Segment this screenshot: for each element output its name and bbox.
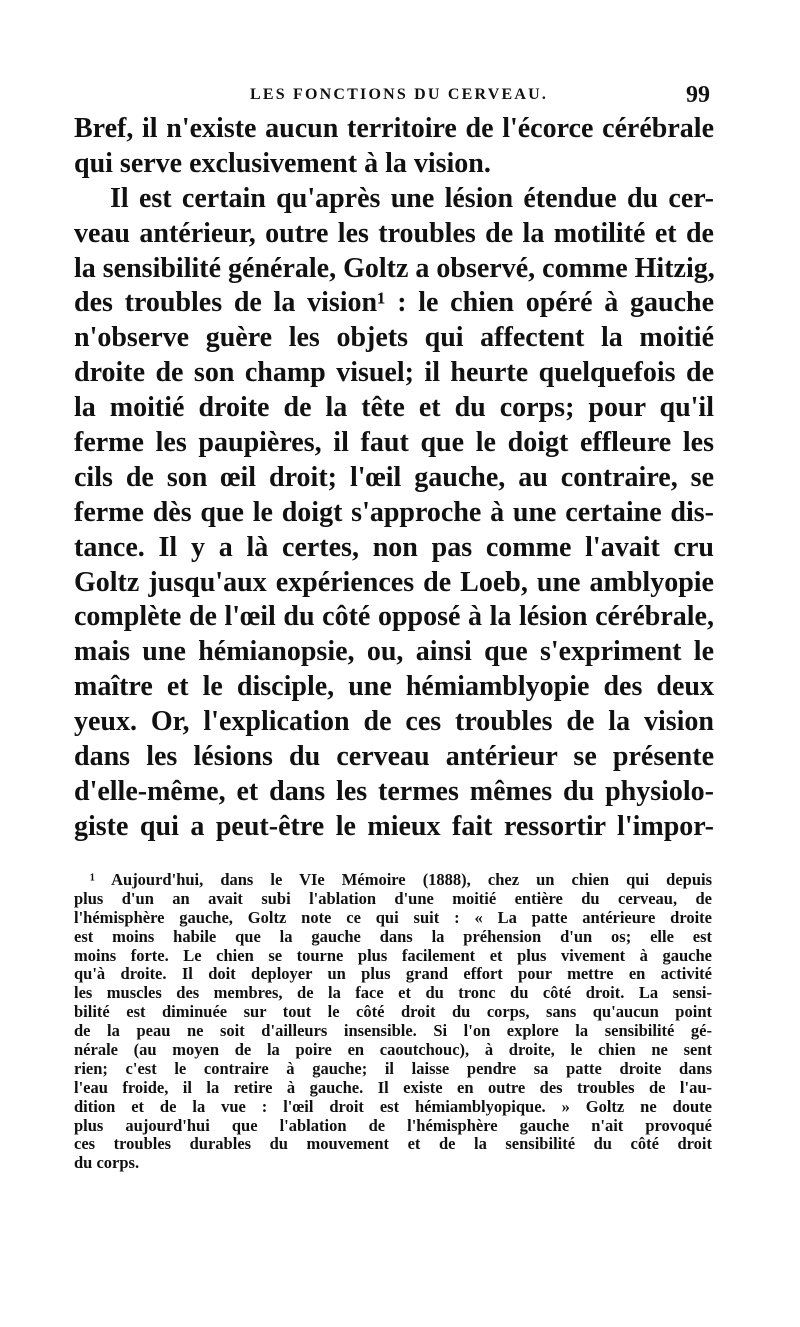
text-line: dans les lésions du cerveau antérieur se présente: [74, 741, 714, 773]
footnote-line: l'eau froide, il la retire à gauche. Il existe en outre des troubles de l'au-: [74, 1077, 712, 1097]
footnote-line: de la peau ne soit d'ailleurs insensible. Si l'on explore la sensibilité gé-: [74, 1021, 712, 1041]
text-line: ferme les paupières, il faut que le doigt effleure les: [74, 427, 714, 459]
footnote-line: plus d'un an avait subi l'ablation d'une moitié entière du cerveau, de: [74, 888, 712, 908]
text-line: tance. Il y a là certes, non pas comme l'avait cru: [74, 531, 714, 563]
text-line: veau antérieur, outre les troubles de la motilité et de: [74, 217, 714, 249]
text-line: Bref, il n'existe aucun territoire de l'écorce cérébrale: [74, 113, 714, 144]
text-line: mais une hémianopsie, ou, ainsi que s'expriment le: [74, 636, 714, 668]
footnote-line: du corps.: [74, 1153, 140, 1173]
text-line: la sensibilité générale, Goltz a observé, comme Hitzig,: [74, 252, 715, 284]
text-line: d'elle-même, et dans les termes mêmes du physiolo-: [74, 775, 714, 807]
footnote-line: les muscles des membres, de la face et du tronc du côté droit. La sensi-: [74, 983, 712, 1003]
footnote-line: nérale (au moyen de la poire en caoutchouc), à droite, le chien ne sent: [74, 1040, 712, 1060]
text-line: des troubles de la vision¹ : le chien opéré à gauche: [74, 287, 714, 319]
text-line: ferme dès que le doigt s'approche à une certaine dis-: [74, 496, 714, 528]
text-line: la moitié droite de la tête et du corps; pour qu'il: [74, 392, 714, 424]
footnote-line: est moins habile que la gauche dans la préhension d'un os; elle est: [74, 926, 712, 946]
text-line: droite de son champ visuel; il heurte quelquefois de: [74, 357, 714, 389]
page-header: [0, 82, 800, 112]
text-line: maître et le disciple, une hémiamblyopie des deux: [74, 671, 714, 703]
text-line: complète de l'œil du côté opposé à la lésion cérébrale,: [74, 601, 714, 633]
running-head: LES FONCTIONS DU CERVEAU.: [250, 86, 549, 103]
text-line: n'observe guère les objets qui affectent la moitié: [74, 322, 714, 354]
footnote-line: rien; c'est le contraire à gauche; il laisse pendre sa patte droite dans: [74, 1058, 712, 1078]
text-line: cils de son œil droit; l'œil gauche, au contraire, se: [74, 461, 714, 493]
footnote: [74, 871, 712, 1173]
text-line: Goltz jusqu'aux expériences de Loeb, une amblyopie: [74, 566, 714, 598]
footnote-line: bilité est diminuée sur tout le côté droit du corps, sans qu'aucun point: [74, 1002, 712, 1022]
text-line: Il est certain qu'après une lésion étendue du cer-: [110, 182, 714, 214]
text-line: giste qui a peut-être le mieux fait ressortir l'impor-: [74, 810, 714, 842]
main-text: [74, 112, 714, 845]
footnote-line: l'hémisphère gauche, Goltz note ce qui suit : « La patte antérieure droite: [74, 907, 712, 927]
page-number: 99: [686, 82, 710, 108]
footnote-line: qu'à droite. Il doit deployer un plus grand effort pour mettre en activité: [74, 964, 712, 984]
footnote-line: moins forte. Le chien se tourne plus facilement et plus vivement à gauche: [74, 945, 712, 965]
text-line: yeux. Or, l'explication de ces troubles de la vision: [74, 706, 714, 738]
footnote-line: ¹ Aujourd'hui, dans le VIe Mémoire (1888), chez un chien qui depuis: [90, 870, 712, 889]
footnote-line: plus aujourd'hui que l'ablation de l'hémisphère gauche n'ait provoqué: [74, 1115, 712, 1135]
footnote-line: dition et de la vue : l'œil droit est hémiamblyopique. » Goltz ne doute: [74, 1096, 712, 1116]
footnote-line: ces troubles durables du mouvement et de la sensibilité du côté droit: [74, 1134, 712, 1154]
text-line: qui serve exclusivement à la vision.: [74, 147, 491, 179]
